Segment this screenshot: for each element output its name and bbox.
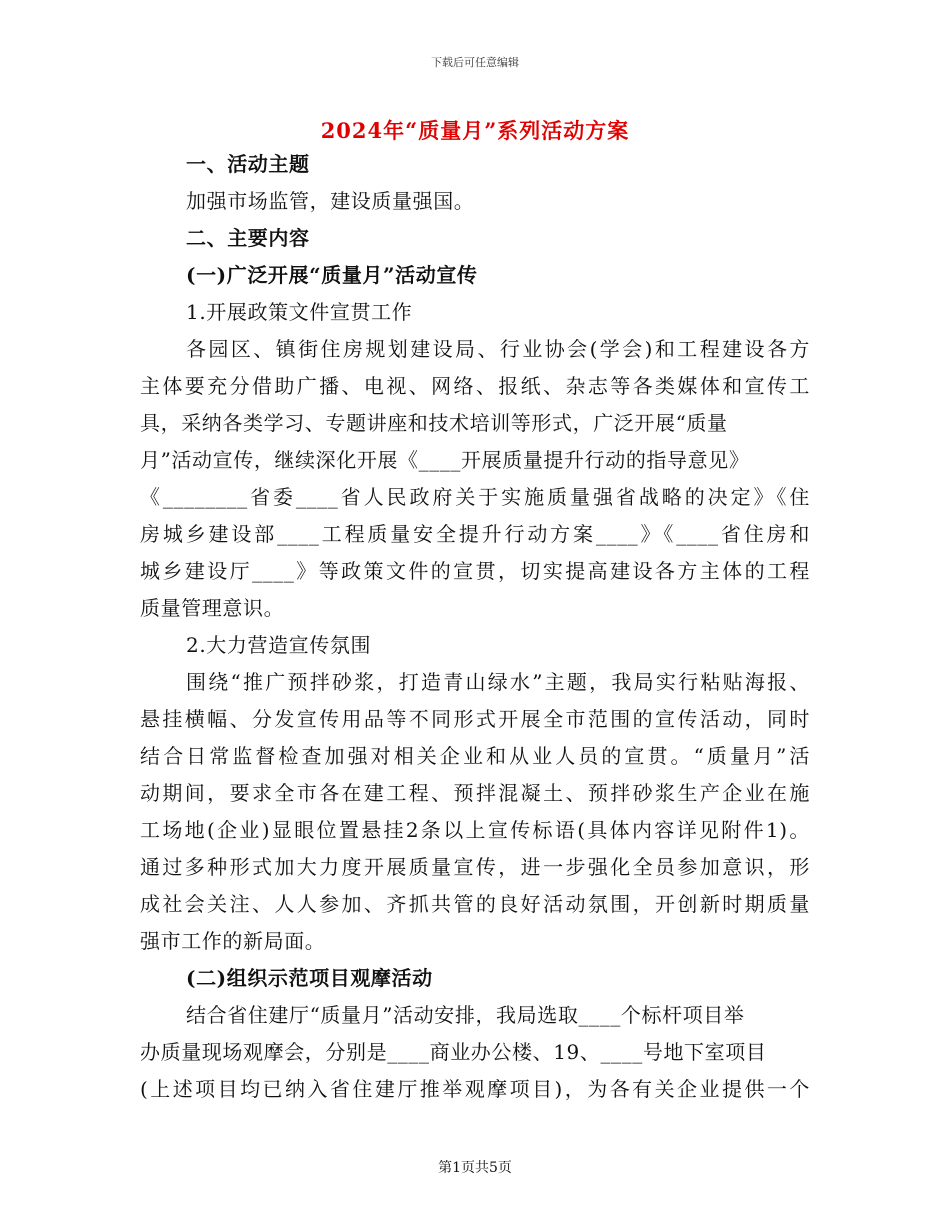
paragraph-line: 具，采纳各类学习、专题讲座和技术培训等形式，广泛开展“质量 bbox=[140, 411, 728, 435]
section-heading: (二)组织示范项目观摩活动 bbox=[186, 966, 433, 990]
paragraph-line: 通过多种形式加大力度开展质量宣传，进一步强化全员参加意识，形 bbox=[140, 855, 810, 879]
paragraph-line: 强市工作的新局面。 bbox=[140, 929, 326, 953]
paragraph-line: 工场地(企业)显眼位置悬挂2条以上宣传标语(具体内容详见附件1)。 bbox=[140, 818, 810, 842]
paragraph-line: 成社会关注、人人参加、齐抓共管的良好活动氛围，开创新时期质量 bbox=[140, 892, 810, 916]
page-header: 下载后可任意编辑 bbox=[431, 56, 519, 69]
paragraph-line: 质量管理意识。 bbox=[140, 596, 285, 620]
document-body bbox=[140, 146, 810, 1108]
section-heading: (一)广泛开展“质量月”活动宣传 bbox=[186, 263, 478, 287]
paragraph-line: 各园区、镇街住房规划建设局、行业协会(学会)和工程建设各方 bbox=[186, 337, 810, 361]
page-footer: 第1页共5页 bbox=[438, 1160, 512, 1176]
paragraph-line: 结合省住建厅“质量月”活动安排，我局选取____个标杆项目举 bbox=[186, 1003, 745, 1027]
paragraph-line: 《________省委____省人民政府关于实施质量强省战略的决定》《住 bbox=[140, 485, 810, 509]
paragraph-line: 围绕“推广预拌砂浆，打造青山绿水”主题，我局实行粘贴海报、 bbox=[186, 670, 810, 694]
paragraph-line: 悬挂横幅、分发宣传用品等不同形式开展全市范围的宣传活动，同时 bbox=[140, 707, 810, 731]
section-heading: 一、活动主题 bbox=[186, 152, 310, 176]
paragraph-line: 办质量现场观摩会，分别是____商业办公楼、19、____号地下室项目 bbox=[140, 1040, 767, 1064]
paragraph-line: 加强市场监管，建设质量强国。 bbox=[186, 189, 475, 213]
paragraph-line: 2.大力营造宣传氛围 bbox=[186, 633, 372, 657]
paragraph-line: 城乡建设厅____》等政策文件的宣贯，切实提高建设各方主体的工程 bbox=[140, 559, 810, 583]
paragraph-line: 房城乡建设部____工程质量安全提升行动方案____》《____省住房和 bbox=[140, 522, 810, 546]
paragraph-line: 动期间，要求全市各在建工程、预拌混凝土、预拌砂浆生产企业在施 bbox=[140, 781, 810, 805]
paragraph-line: 月”活动宣传，继续深化开展《____开展质量提升行动的指导意见》 bbox=[140, 448, 750, 472]
paragraph-line: 主体要充分借助广播、电视、网络、报纸、杂志等各类媒体和宣传工 bbox=[140, 374, 810, 398]
paragraph-line: (上述项目均已纳入省住建厅推举观摩项目)，为各有关企业提供一个 bbox=[140, 1077, 810, 1101]
section-heading: 二、主要内容 bbox=[186, 226, 310, 250]
paragraph-line: 1.开展政策文件宣贯工作 bbox=[186, 300, 413, 324]
paragraph-line: 结合日常监督检查加强对相关企业和从业人员的宣贯。“质量月”活 bbox=[140, 744, 810, 768]
document-title: 2024年“质量月”系列活动方案 bbox=[320, 118, 630, 143]
